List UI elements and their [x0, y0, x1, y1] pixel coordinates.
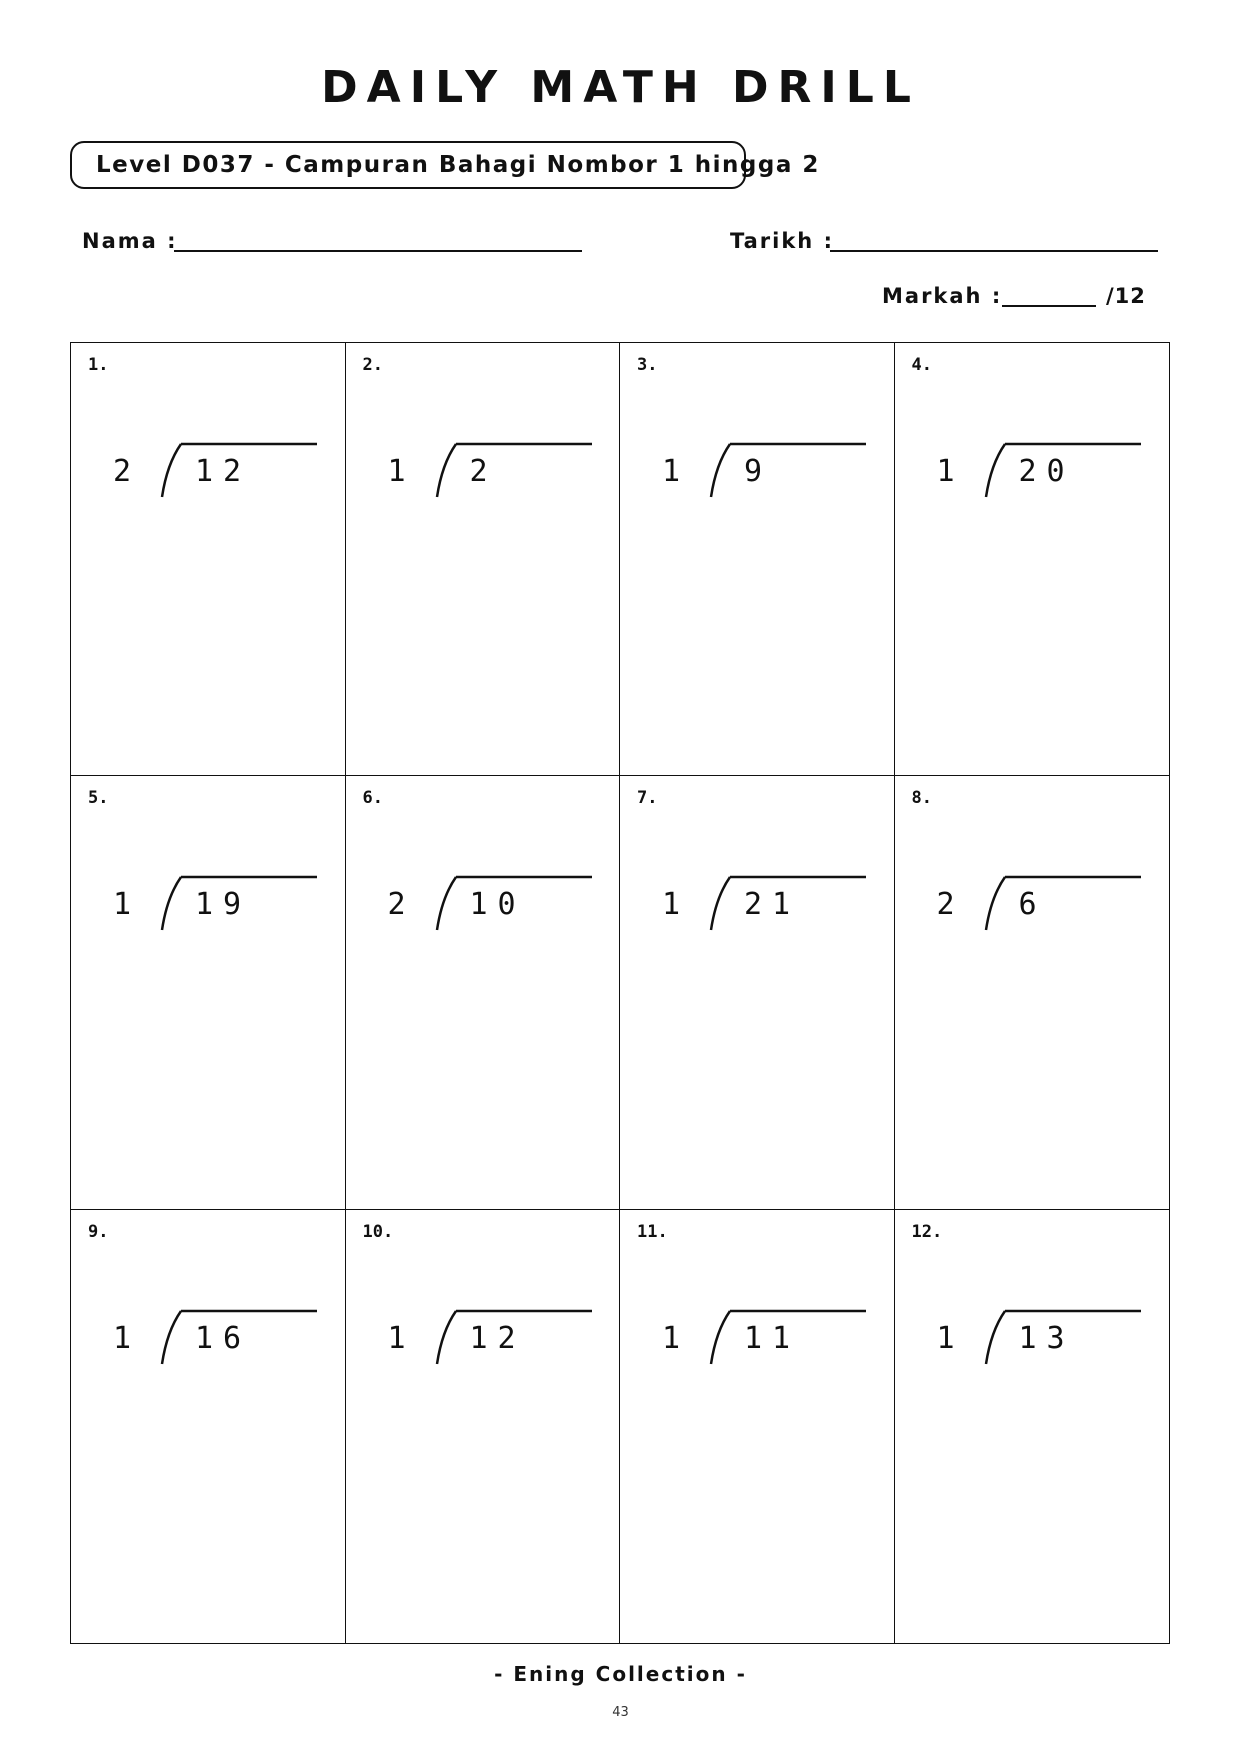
level-label: Level D037 - Campuran Bahagi Nombor 1 hingga 2	[70, 141, 746, 189]
problem-number: 4.	[911, 355, 932, 375]
dividend: 6	[1018, 887, 1047, 923]
problem-cell[interactable]	[71, 343, 346, 776]
problem-cell[interactable]	[71, 776, 346, 1209]
division-bracket-icon	[434, 442, 594, 500]
marks-label: Markah :	[882, 284, 1003, 308]
dividend: 9	[744, 454, 773, 489]
dividend: 21	[744, 887, 801, 923]
page-title: DAILY MATH DRILL	[321, 62, 920, 113]
dividend: 11	[744, 1320, 801, 1356]
division-bracket-icon	[708, 442, 868, 500]
date-label: Tarikh :	[730, 229, 834, 253]
dividend: 19	[195, 887, 252, 923]
problem-grid	[70, 342, 1170, 1644]
problem-number: 7.	[637, 788, 658, 809]
problem-number: 6.	[362, 788, 383, 809]
divisor: 2	[936, 887, 955, 923]
dividend: 12	[469, 1320, 526, 1356]
problem-cell[interactable]	[895, 776, 1170, 1209]
divisor: 1	[936, 454, 955, 489]
marks-field[interactable]	[1002, 305, 1096, 307]
problem-cell[interactable]	[620, 776, 895, 1209]
problem-number: 9.	[88, 1221, 109, 1242]
date-field[interactable]	[830, 250, 1158, 252]
problem-number: 11.	[637, 1221, 668, 1242]
name-field[interactable]	[174, 250, 582, 252]
problem-number: 2.	[362, 355, 383, 375]
dividend: 10	[469, 887, 526, 923]
divisor: 1	[661, 454, 680, 489]
problem-cell[interactable]	[895, 1210, 1170, 1643]
problem-cell[interactable]	[346, 1210, 621, 1643]
divisor: 2	[387, 887, 406, 923]
problem-number: 10.	[362, 1221, 394, 1242]
dividend: 12	[195, 454, 252, 489]
problem-cell[interactable]	[620, 1210, 895, 1643]
divisor: 1	[387, 1320, 406, 1356]
problem-cell[interactable]	[71, 1210, 346, 1643]
name-label: Nama :	[82, 229, 178, 253]
divisor: 1	[112, 1320, 131, 1356]
dividend: 16	[195, 1320, 252, 1356]
marks-total: /12	[1106, 284, 1146, 308]
problem-cell[interactable]	[346, 343, 621, 776]
dividend: 13	[1018, 1320, 1075, 1356]
division-bracket-icon	[983, 875, 1143, 933]
problem-cell[interactable]	[620, 343, 895, 776]
divisor: 1	[387, 454, 406, 489]
dividend: 2	[469, 454, 498, 489]
page-number: 43	[612, 1705, 629, 1720]
problem-number: 1.	[88, 355, 109, 375]
problem-number: 5.	[88, 788, 109, 809]
footer-credit: - Ening Collection -	[494, 1662, 747, 1686]
divisor: 1	[936, 1320, 955, 1356]
divisor: 1	[661, 887, 680, 923]
divisor: 2	[112, 454, 131, 489]
problem-number: 8.	[911, 788, 932, 809]
dividend: 20	[1018, 454, 1075, 489]
divisor: 1	[661, 1320, 680, 1356]
problem-number: 3.	[637, 355, 658, 375]
problem-cell[interactable]	[346, 776, 621, 1209]
divisor: 1	[112, 887, 131, 923]
problem-cell[interactable]	[895, 343, 1170, 776]
problem-number: 12.	[911, 1221, 943, 1242]
